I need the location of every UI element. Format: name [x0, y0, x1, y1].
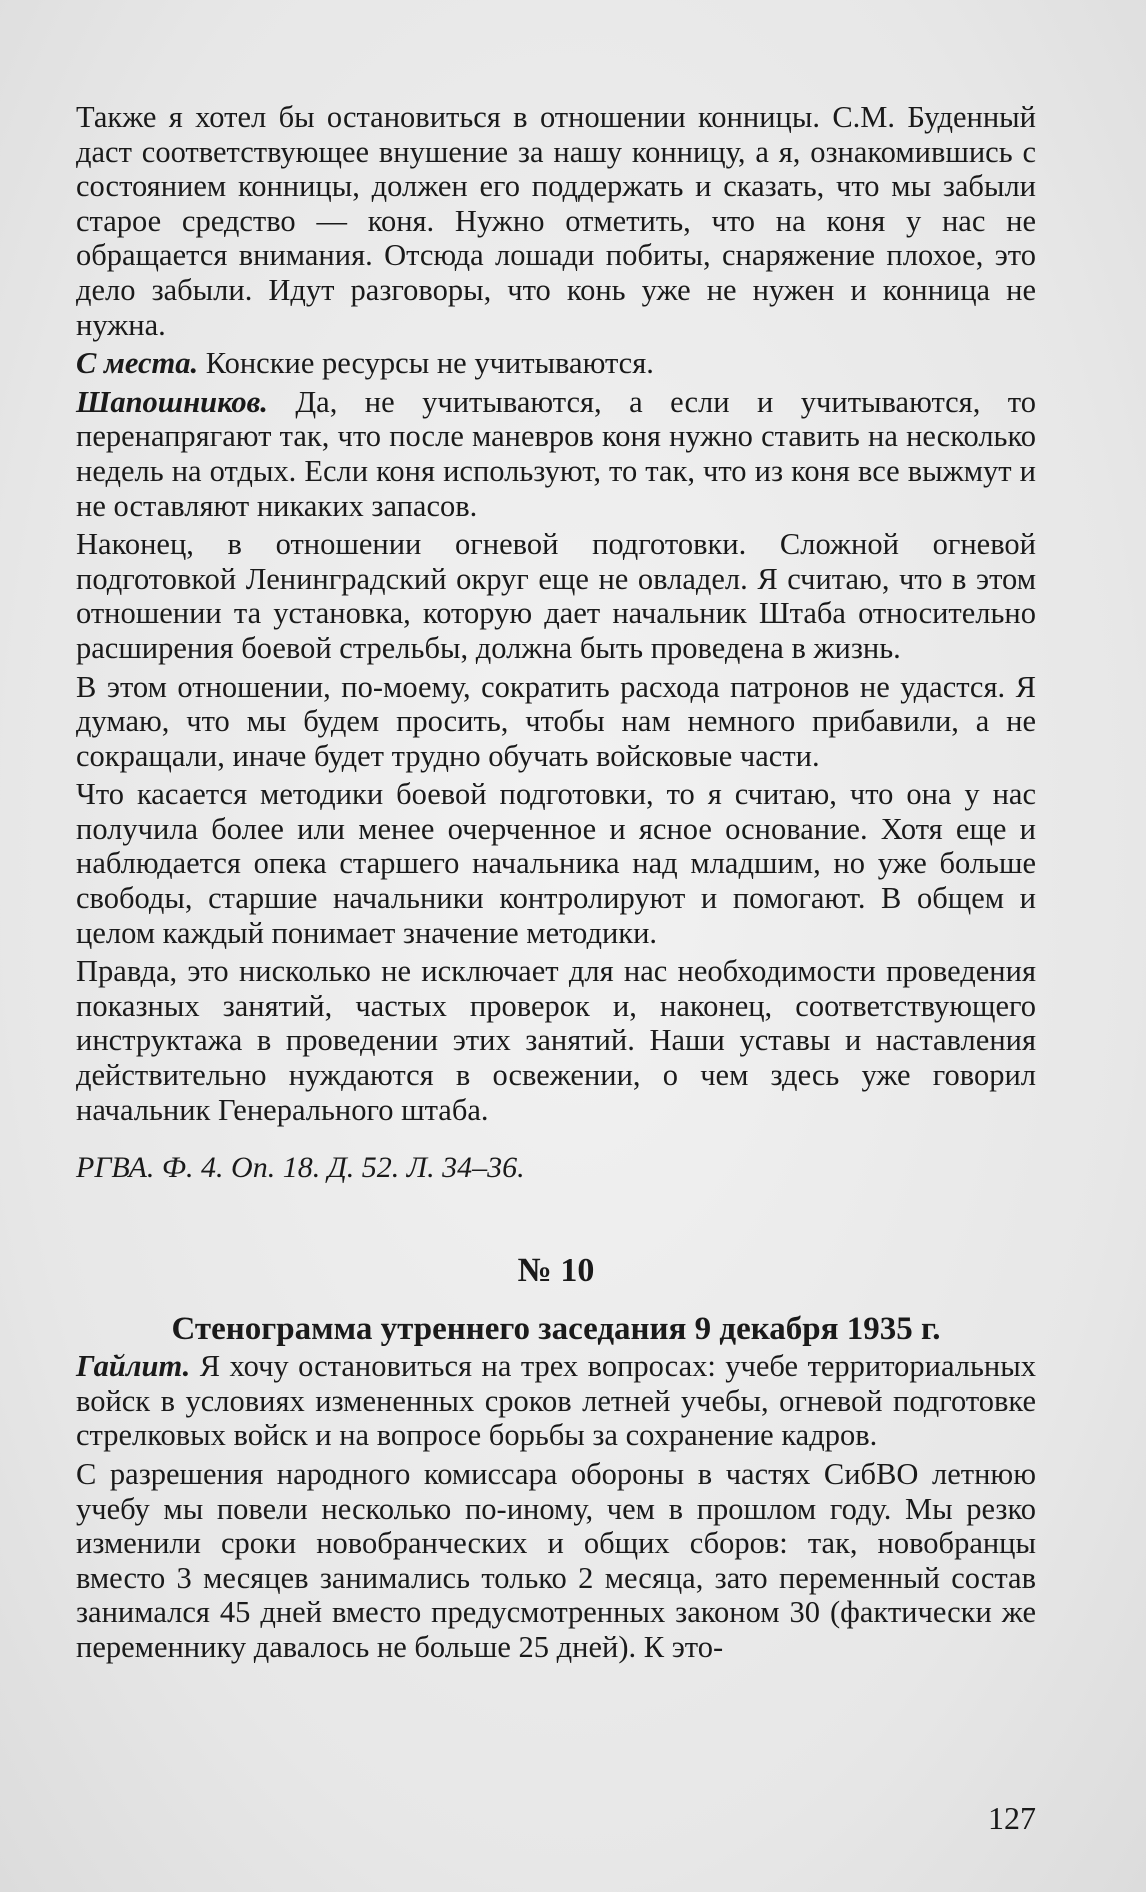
text-block-bottom [76, 1349, 1036, 1664]
paragraph-8 [76, 1349, 1036, 1453]
paragraph-2 [76, 346, 1036, 381]
text-block-top [76, 100, 1036, 1127]
page-number: 127 [988, 1800, 1036, 1836]
paragraph-7-text: Правда, это нисколько не исключает для нас необходимости проведения показных занятий, частых проверок и, наконец, соответствующего инструктажа в проведении этих занятий. Наши уставы и наставления действительно нуждаются в освежении, о чем здесь уже говорил начальник Генерального штаба. [76, 954, 1036, 1127]
speaker-label: С места. [76, 346, 199, 381]
paragraph-6-text: Что касается методики боевой подготовки, то я считаю, что она у нас получила более или менее очерченное и ясное основание. Хотя еще и наблюдается опека старшего начальника над младшим, но уже больше свободы, старшие начальники контролируют и помогают. В общем и целом каждый понимает значение методики. [76, 777, 1036, 950]
paragraph-3-text: Да, не учитываются, а если и учитываются, то перенапрягают так, что после маневров коня нужно ставить на несколько недель на отдых. Если коня используют, то так, что из коня все выжмут и не оставляют никаких запасов. [76, 384, 1036, 523]
paragraph-2-text: Конские ресурсы не учитываются. [205, 346, 654, 381]
speaker-label: Шапошников. [76, 384, 268, 419]
paragraph-3 [76, 385, 1036, 523]
paragraph-9 [76, 1457, 1036, 1665]
paragraph-8-text: Я хочу остановиться на трех вопросах: учебе территориальных войск в условиях измененных сроков летней учебы, огневой подготовке стрелковых войск и на вопросе борьбы за сохранение кадров. [76, 1349, 1037, 1453]
paragraph-6 [76, 777, 1036, 950]
paragraph-5-text: В этом отношении, по-моему, сократить расхода патронов не удастся. Я думаю, что мы будем просить, чтобы нам немного прибавили, а не сокращали, иначе будет трудно обучать войсковые части. [76, 669, 1036, 773]
paragraph-1 [76, 100, 1036, 342]
paragraph-5 [76, 670, 1036, 774]
paragraph-1-text: Также я хотел бы остановиться в отношении конницы. С.М. Буденный даст соответствующее внушение за нашу конницу, а я, ознакомившись с состоянием конницы, должен его поддержать и сказать, что мы забыли старое средство — коня. Нужно отметить, что на коня у нас не обращается внимания. Отсюда лошади побиты, снаряжение плохое, это дело забыли. Идут разговоры, что конь уже не нужен и конница не нужна. [76, 100, 1036, 342]
document-number: № 10 [517, 1252, 595, 1290]
paragraph-9-text: С разрешения народного комиссара обороны в частях СибВО летнюю учебу мы повели несколько по-иному, чем в прошлом году. Мы резко изменили сроки новобранческих и общих сборов: так, новобранцы вместо 3 месяцев занимались только 2 месяца, зато переменный состав занимался 45 дней вместо предусмотренных законом 30 (фактически же переменнику давалось не больше 25 дней). К это- [76, 1457, 1036, 1664]
paragraph-4-text: Наконец, в отношении огневой подготовки. Сложной огневой подготовкой Ленинградский округ еще не овладел. Я считаю, что в этом отношении та установка, которую дает начальник Штаба относительно расширения боевой стрельбы, должна быть проведена в жизнь. [76, 527, 1036, 665]
document-title: Стенограмма утреннего заседания 9 декабря 1935 г. [171, 1311, 941, 1348]
speaker-label: Гайлит. [76, 1349, 191, 1384]
archive-source-reference: РГВА. Ф. 4. Оп. 18. Д. 52. Л. 34–36. [76, 1151, 525, 1185]
paragraph-4 [76, 527, 1036, 665]
paragraph-7 [76, 954, 1036, 1127]
